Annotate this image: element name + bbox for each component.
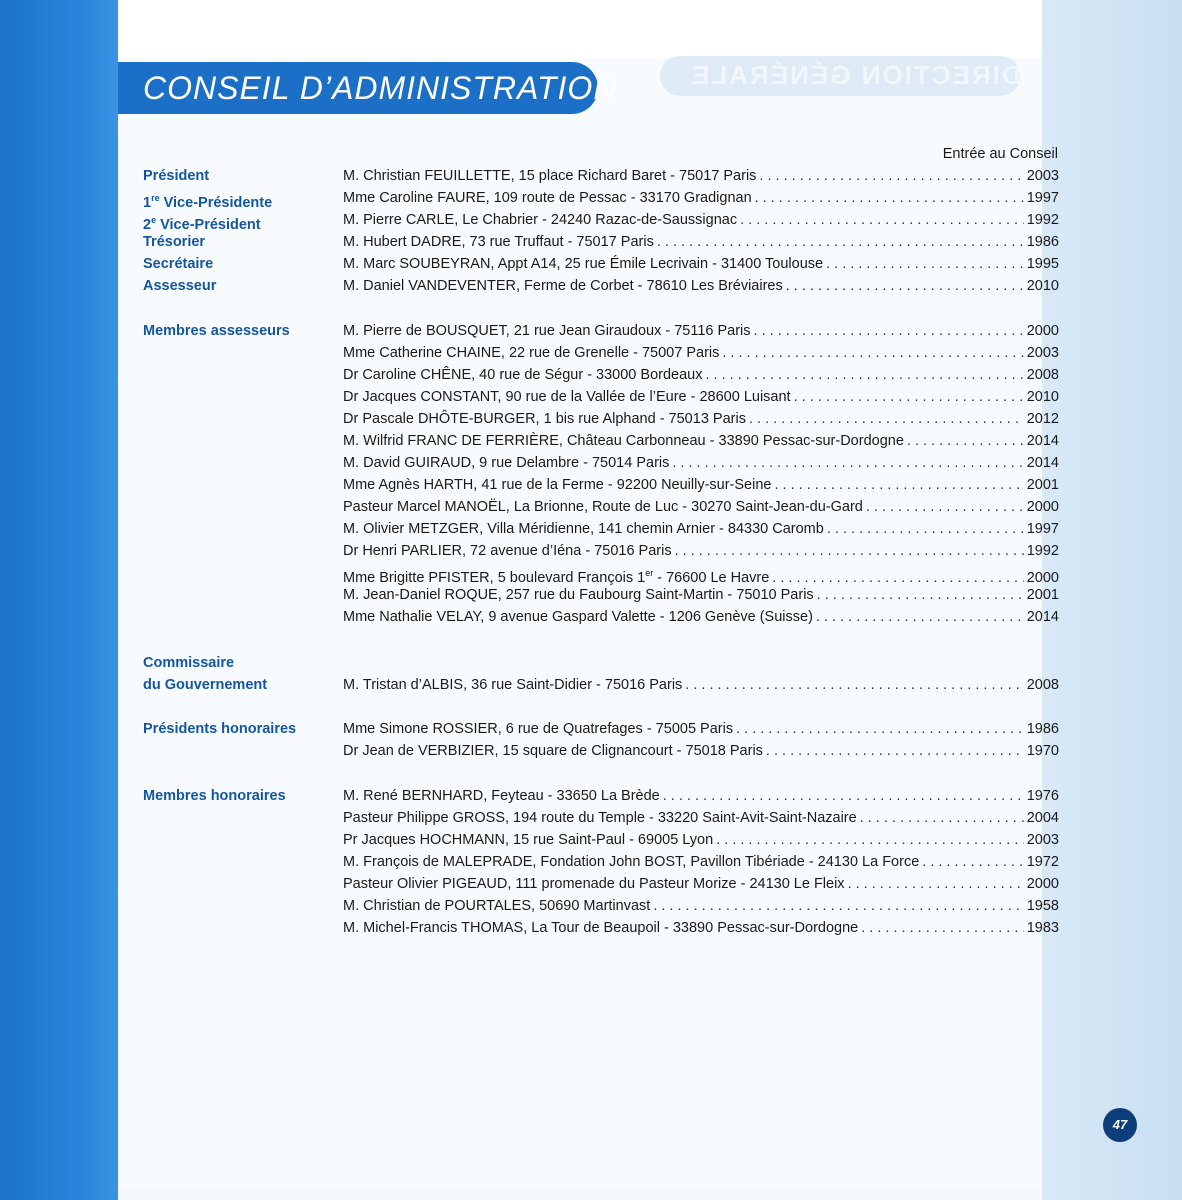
member-entry: Dr Pascale DHÔTE-BURGER, 1 bis rue Alphand - 75013 Paris . . . 2012 (343, 408, 1059, 430)
officer-entry: M. Pierre CARLE, Le Chabrier - 24240 Razac-de-Saussignac . . . 1992 (343, 209, 1059, 231)
label-vice-presidente-1: 1re Vice-Présidente (143, 193, 273, 211)
label-vice-president-2: 2e Vice-Président (143, 215, 261, 233)
label-secretaire: Secrétaire (143, 256, 214, 272)
label-tresorier: Trésorier (143, 234, 206, 250)
member-entry: Dr Caroline CHÊNE, 40 rue de Ségur - 33000 Bordeaux . . . 2008 (343, 364, 1059, 386)
member-entry: Mme Catherine CHAINE, 22 rue de Grenelle - 75007 Paris . . . 2003 (343, 342, 1059, 364)
honorary-president-entry: Mme Simone ROSSIER, 6 rue de Quatrefages - 75005 Paris . . . 1986 (343, 718, 1059, 740)
honorary-member-entry: Pasteur Olivier PIGEAUD, 111 promenade du Pasteur Morize - 24130 Le Fleix . . . 2000 (343, 873, 1059, 895)
background-heading: DIRECTION GÉNÉRALE (690, 60, 1021, 90)
officer-entry: M. Christian FEUILLETTE, 15 place Richard Baret - 75017 Paris . . . 2003 (343, 165, 1059, 187)
honorary-member-entry: M. Christian de POURTALES, 50690 Martinvast . . . 1958 (343, 895, 1059, 917)
honorary-member-entry: M. Michel-Francis THOMAS, La Tour de Beaupoil - 33890 Pessac-sur-Dordogne . . . 1983 (343, 917, 1059, 939)
honorary-member-entry: M. René BERNHARD, Feyteau - 33650 La Brède . . . 1976 (343, 785, 1059, 807)
member-entry: M. Jean-Daniel ROQUE, 257 rue du Faubourg Saint-Martin - 75010 Paris . . . 2001 (343, 584, 1059, 606)
officer-entry: Mme Caroline FAURE, 109 route de Pessac - 33170 Gradignan . . . 1997 (343, 187, 1059, 209)
page-title: CONSEIL D’ADMINISTRATION (143, 70, 618, 106)
label-membres-assesseurs: Membres assesseurs (143, 323, 290, 339)
officer-entry: M. Hubert DADRE, 73 rue Truffaut - 75017 Paris . . . 1986 (343, 231, 1059, 253)
member-entry: Pasteur Marcel MANOËL, La Brionne, Route de Luc - 30270 Saint-Jean-du-Gard . . . 2000 (343, 496, 1059, 518)
honorary-member-entry: Pasteur Philippe GROSS, 194 route du Temple - 33220 Saint-Avit-Saint-Nazaire . . . 2004 (343, 807, 1059, 829)
label-membres-honoraires: Membres honoraires (143, 788, 286, 804)
label-presidents-honoraires: Présidents honoraires (143, 721, 297, 737)
officer-entry: M. Daniel VANDEVENTER, Ferme de Corbet - 78610 Les Bréviaires . . . 2010 (343, 275, 1059, 297)
officer-entry: M. Marc SOUBEYRAN, Appt A14, 25 rue Émile Lecrivain - 31400 Toulouse . . . 1995 (343, 253, 1059, 275)
member-entry: Mme Brigitte PFISTER, 5 boulevard François 1er - 76600 Le Havre . . . 2000 (343, 562, 1059, 584)
page-number: 47 (1103, 1108, 1137, 1142)
member-entry: Mme Agnès HARTH, 41 rue de la Ferme - 92200 Neuilly-sur-Seine . . . 2001 (343, 474, 1059, 496)
honorary-member-entry: M. François de MALEPRADE, Fondation John BOST, Pavillon Tibériade - 24130 La Force . . . 1972 (343, 851, 1059, 873)
left-blue-band (0, 0, 118, 1200)
label-du-gouvernement: du Gouvernement (143, 677, 268, 693)
label-commissaire: Commissaire (143, 655, 235, 671)
honorary-president-entry: Dr Jean de VERBIZIER, 15 square de Clignancourt - 75018 Paris . . . 1970 (343, 740, 1059, 762)
honorary-member-entry: Pr Jacques HOCHMANN, 15 rue Saint-Paul - 69005 Lyon . . . 2003 (343, 829, 1059, 851)
member-entry: Dr Jacques CONSTANT, 90 rue de la Vallée de l’Eure - 28600 Luisant . . . 2010 (343, 386, 1059, 408)
label-president: Président (143, 168, 210, 184)
label-assesseur: Assesseur (143, 278, 217, 294)
column-header: Entrée au Conseil (942, 146, 1058, 162)
member-entry: Mme Nathalie VELAY, 9 avenue Gaspard Valette - 1206 Genève (Suisse) . . . 2014 (343, 606, 1059, 628)
member-entry: M. David GUIRAUD, 9 rue Delambre - 75014 Paris . . . 2014 (343, 452, 1059, 474)
right-page-edge (1042, 0, 1182, 1200)
member-entry: M. Wilfrid FRANC DE FERRIÈRE, Château Carbonneau - 33890 Pessac-sur-Dordogne . . . 2014 (343, 430, 1059, 452)
member-entry: Dr Henri PARLIER, 72 avenue d’Iéna - 75016 Paris . . . 1992 (343, 540, 1059, 562)
member-entry: M. Pierre de BOUSQUET, 21 rue Jean Giraudoux - 75116 Paris . . . 2000 (343, 320, 1059, 342)
commissaire-entry: M. Tristan d’ALBIS, 36 rue Saint-Didier - 75016 Paris . . . 2008 (343, 674, 1059, 696)
member-entry: M. Olivier METZGER, Villa Méridienne, 141 chemin Arnier - 84330 Caromb . . . 1997 (343, 518, 1059, 540)
